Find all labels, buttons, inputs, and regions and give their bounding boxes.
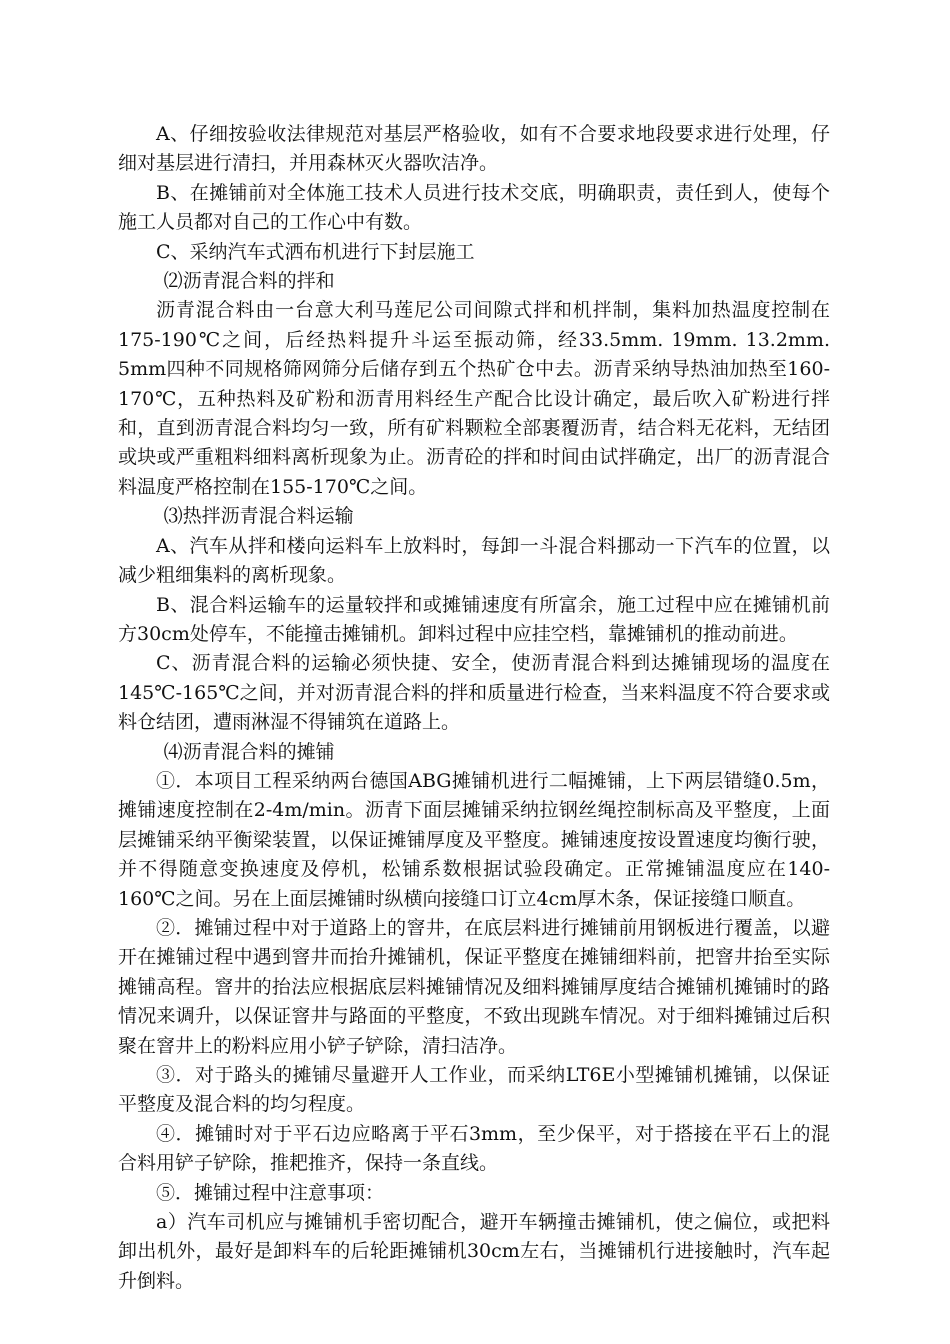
paragraph-paving-2: ②．摊铺过程中对于道路上的窨井，在底层料进行摊铺前用钢板进行覆盖，以避开在摊铺过程中遇到窨井而抬升摊铺机，保证平整度在摊铺细料前，把窨井抬至实际摊铺高程。窨井的抬法应根据底层料摊铺情况及细料摊铺厚度结合摊铺机摊铺时的路情况来调升，以保证窨井与路面的平整度，不致出现跳车情况。对于细料摊铺过后积聚在窨井上的粉料应用小铲子铲除，清扫洁净。	[118, 916, 830, 1057]
section-heading-paving: ⑷沥青混合料的摊铺	[163, 740, 335, 763]
paragraph-paving-1: ①．本项目工程采纳两台德国ABG摊铺机进行二幅摊铺，上下两层错缝0.5m，摊铺速度控制在2-4m/min。沥青下面层摊铺采纳拉钢丝绳控制标高及平整度，上面层摊铺采纳平衡梁装置，以保证摊铺厚度及平整度。摊铺速度按设置速度均衡行驶，并不得随意变换速度及停机，松铺系数根据试验段确定。正常摊铺温度应在140-160℃之间。另在上面层摊铺时纵横向接缝口订立4cm厚木条，保证接缝口顺直。	[118, 769, 830, 910]
paragraph-paving-5: ⑤．摊铺过程中注意事项：	[156, 1181, 385, 1204]
paragraph-b-technical-briefing: B、在摊铺前对全体施工技术人员进行技术交底，明确职责，责任到人，使每个施工人员都对自己的工作心中有数。	[118, 181, 830, 234]
section-heading-transport: ⑶热拌沥青混合料运输	[163, 505, 354, 528]
section-heading-mixing: ⑵沥青混合料的拌和	[163, 270, 335, 293]
paragraph-transport-c: C、沥青混合料的运输必须快捷、安全，使沥青混合料到达摊铺现场的温度在145℃-165℃之间，并对沥青混合料的拌和质量进行检查，当来料温度不符合要求或料仓结团，遭雨淋湿不得铺筑在道路上。	[118, 652, 830, 734]
paragraph-a-base-inspection: A、仔细按验收法律规范对基层严格验收，如有不合要求地段要求进行处理，仔细对基层进行清扫，并用森林灭火器吹洁净。	[118, 123, 830, 175]
paragraph-mixing-process: 沥青混合料由一台意大利马莲尼公司间隙式拌和机拌制，集料加热温度控制在175-190℃之间，后经热料提升斗运至振动筛，经33.5mm. 19mm. 13.2mm. 5mm四种不同规格筛网筛分后储存到五个热矿仓中去。沥青采纳导热油加热至160-170℃，五种热料及矿粉和沥青用料经生产配合比设计确定，最后吹入矿粉进行拌和，直到沥青混合料均匀一致，所有矿料颗粒全部裹覆沥青，结合料无花料，无结团或块或严重粗料细料离析现象为止。沥青砼的拌和时间由试拌确定，出厂的沥青混合料温度严格控制在155-170℃之间。	[118, 299, 830, 498]
document-body	[118, 120, 830, 1296]
paragraph-paving-5a: a）汽车司机应与摊铺机手密切配合，避开车辆撞击摊铺机，使之偏位，或把料卸出机外，最好是卸料车的后轮距摊铺机30cm左右，当摊铺机行进接触时，汽车起升倒料。	[118, 1211, 830, 1292]
paragraph-transport-a: A、汽车从拌和楼向运料车上放料时，每卸一斗混合料挪动一下汽车的位置，以减少粗细集料的离析现象。	[118, 534, 830, 587]
paragraph-c-seal-layer: C、采纳汽车式洒布机进行下封层施工	[156, 240, 475, 263]
paragraph-paving-4: ④．摊铺时对于平石边应略离于平石3mm，至少保平，对于搭接在平石上的混合料用铲子铲除，推耙推齐，保持一条直线。	[118, 1122, 830, 1175]
paragraph-paving-3: ③．对于路头的摊铺尽量避开人工作业，而采纳LT6E小型摊铺机摊铺，以保证平整度及混合料的均匀程度。	[118, 1064, 830, 1116]
paragraph-transport-b: B、混合料运输车的运量较拌和或摊铺速度有所富余，施工过程中应在摊铺机前方30cm处停车，不能撞击摊铺机。卸料过程中应挂空档，靠摊铺机的推动前进。	[118, 593, 830, 645]
